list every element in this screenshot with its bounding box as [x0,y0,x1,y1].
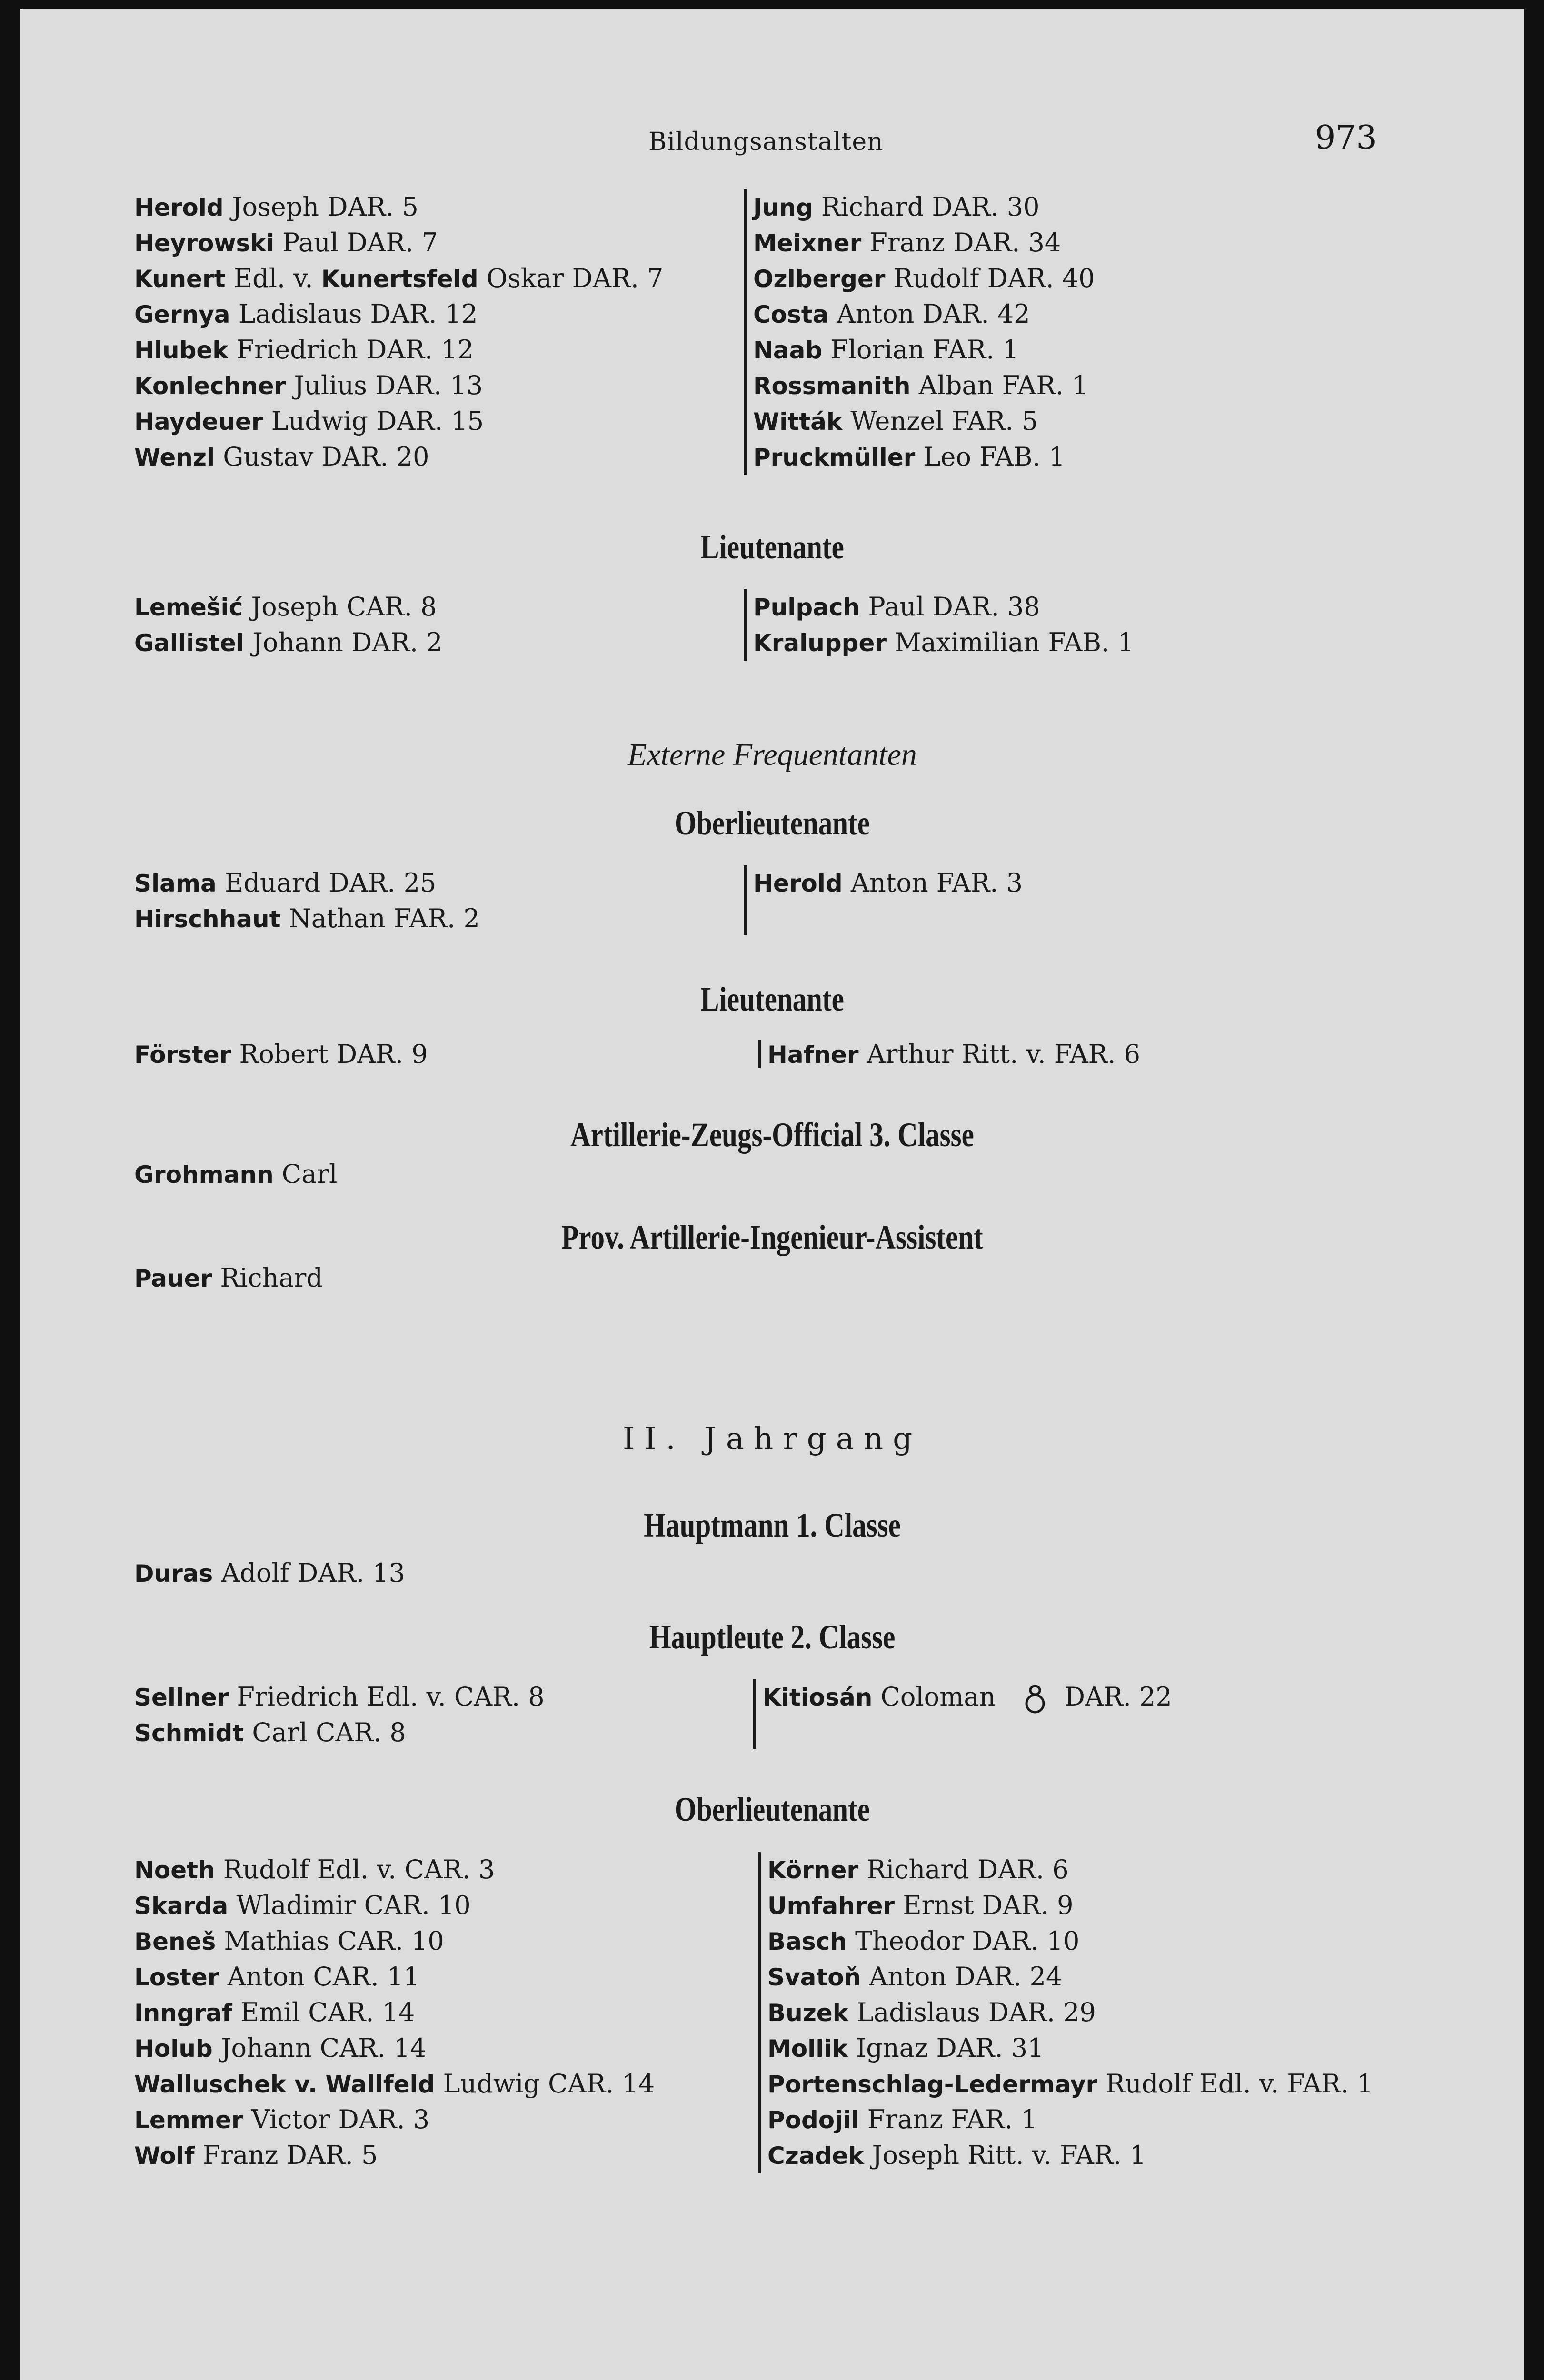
surname: Loster [134,1964,219,1991]
section-heading-lieutenante: Lieutenante [700,528,844,566]
surname: Czadek [767,2142,864,2170]
surname: Noeth [134,1856,215,1884]
list-item: Rossmanith Alban FAR. 1 [753,370,1088,400]
section-heading-oberlieutenante: Oberlieutenante [675,804,870,842]
oberlieutenante-left-column [134,1852,655,2173]
section-heading-hauptmann-1: Hauptmann 1. Classe [644,1506,901,1544]
section-heading-externe: Externe Frequentanten [628,737,917,772]
document-page [20,9,1524,2380]
surname: Kunert [134,265,226,293]
list-item: Kralupper Maximilian FAB. 1 [753,627,1134,657]
list-item: Naab Florian FAR. 1 [753,335,1019,365]
list-item: Herold Joseph DAR. 5 [134,192,418,222]
surname: Duras [134,1560,213,1587]
surname: Kunertsfeld [321,265,478,293]
lieutenante-left-column [134,589,443,661]
surname: Skarda [134,1892,229,1920]
list-item: Schmidt Carl CAR. 8 [134,1717,406,1747]
list-item: Konlechner Julius DAR. 13 [134,370,483,400]
list-item: Slama Eduard DAR. 25 [134,868,437,898]
surname: Costa [753,301,829,328]
section-heading-oberlieutenante: Oberlieutenante [675,1790,870,1828]
ingenieur-left-column [134,1260,323,1296]
list-item: Hirschhaut Nathan FAR. 2 [134,903,480,933]
list-item: Jung Richard DAR. 30 [753,192,1040,222]
section-heading-hauptleute-2: Hauptleute 2. Classe [649,1618,896,1656]
list-item: Ozlberger Rudolf DAR. 40 [753,263,1095,293]
surname: Slama [134,870,217,897]
surname: Beneš [134,1928,216,1955]
page-number: 973 [1315,119,1377,157]
list-item: Loster Anton CAR. 11 [134,1962,420,1992]
list-item: Podojil Franz FAR. 1 [767,2104,1037,2134]
running-header: Bildungsanstalten [648,128,884,156]
surname: Sellner [134,1684,229,1711]
list-item: Buzek Ladislaus DAR. 29 [767,1997,1096,2027]
surname: Jung [753,194,813,221]
list-item: Holub Johann CAR. 14 [134,2033,427,2063]
surname: Portenschlag-Ledermayr [767,2071,1098,2098]
zeugs-left-column [134,1157,337,1192]
section-heading-jahrgang: II. Jahrgang [622,1421,922,1457]
section-heading-lieutenante: Lieutenante [700,980,844,1018]
surname: Gernya [134,301,230,328]
surname: Pruckmüller [753,444,916,471]
surname: Hlubek [134,337,229,364]
surname: Buzek [767,1999,848,2027]
list-item: Walluschek v. Wallfeld Ludwig CAR. 14 [134,2069,655,2099]
surname: Mollik [767,2035,848,2063]
surname: Kralupper [753,629,887,657]
surname: Hirschhaut [134,905,281,933]
surname: Gallistel [134,629,244,657]
surname: Inngraf [134,1999,232,2027]
list-item: Pruckmüller Leo FAB. 1 [753,442,1066,472]
list-item: Mollik Ignaz DAR. 31 [767,2033,1044,2063]
surname: Grohmann [134,1161,274,1189]
surname: Körner [767,1856,859,1884]
surname: Wolf [134,2142,195,2170]
externe-lieut-right-column [758,1040,1140,1068]
surname: Umfahrer [767,1892,895,1920]
list-item: Förster Robert DAR. 9 [134,1039,428,1069]
block1-right-column [744,189,1095,475]
surname: Schmidt [134,1719,244,1747]
oberlieutenante-right-column [758,1852,1373,2173]
list-item: Wenzl Gustav DAR. 20 [134,442,429,472]
list-item: Pulpach Paul DAR. 38 [753,592,1040,622]
surname: Heyrowski [134,229,274,257]
surname: Konlechner [134,372,286,400]
surname: Walluschek v. Wallfeld [134,2071,435,2098]
surname: Hafner [767,1041,859,1069]
surname: Svatoň [767,1964,861,1991]
list-item: Hlubek Friedrich DAR. 12 [134,335,474,365]
list-item: Pauer Richard [134,1263,323,1293]
surname: Naab [753,337,823,364]
hauptleute2-left-column [134,1679,545,1751]
list-item: Witták Wenzel FAR. 5 [753,406,1038,436]
externe-right-column [744,865,1023,935]
list-item: Czadek Joseph Ritt. v. FAR. 1 [767,2140,1146,2170]
section-heading-zeugs-official: Artillerie-Zeugs-Official 3. Classe [570,1116,974,1154]
list-item: Lemešić Joseph CAR. 8 [134,592,437,622]
list-item: Duras Adolf DAR. 13 [134,1558,405,1588]
surname: Podojil [767,2106,859,2134]
list-item: Costa Anton DAR. 42 [753,299,1030,329]
surname: Ozlberger [753,265,886,293]
list-item: Basch Theodor DAR. 10 [767,1926,1080,1956]
list-item: Kitiosán Coloman DAR. 22 [763,1679,1172,1715]
surname: Witták [753,408,843,436]
list-item: Haydeuer Ludwig DAR. 15 [134,406,484,436]
list-item: Svatoň Anton DAR. 24 [767,1962,1063,1992]
list-item: Hafner Arthur Ritt. v. FAR. 6 [767,1039,1140,1069]
list-item: Gallistel Johann DAR. 2 [134,627,443,657]
block1-left-column [134,189,663,475]
surname: Holub [134,2035,213,2063]
externe-lieut-left-column [134,1037,428,1072]
list-item: Portenschlag-Ledermayr Rudolf Edl. v. FAR. 1 [767,2069,1374,2099]
ring-icon [1023,1684,1047,1714]
list-item: Lemmer Victor DAR. 3 [134,2104,430,2134]
lieutenante-right-column [744,589,1134,661]
surname: Wenzl [134,444,215,471]
surname: Kitiosán [763,1684,873,1711]
surname: Haydeuer [134,408,263,436]
list-item: Herold Anton FAR. 3 [753,868,1023,898]
list-item: Körner Richard DAR. 6 [767,1854,1069,1884]
surname: Rossmanith [753,372,911,400]
surname: Lemmer [134,2106,243,2134]
list-item: Heyrowski Paul DAR. 7 [134,228,438,258]
surname: Herold [134,194,224,221]
list-item: Beneš Mathias CAR. 10 [134,1926,444,1956]
list-item: Kunert Edl. v. Kunertsfeld Oskar DAR. 7 [134,263,664,293]
list-item: Grohmann Carl [134,1159,338,1189]
list-item: Meixner Franz DAR. 34 [753,228,1061,258]
externe-left-column [134,865,480,937]
list-item: Gernya Ladislaus DAR. 12 [134,299,478,329]
list-item: Sellner Friedrich Edl. v. CAR. 8 [134,1682,545,1712]
surname: Lemešić [134,594,243,621]
surname: Herold [753,870,843,897]
list-item: Wolf Franz DAR. 5 [134,2140,378,2170]
list-item: Noeth Rudolf Edl. v. CAR. 3 [134,1854,495,1884]
list-item: Inngraf Emil CAR. 14 [134,1997,415,2027]
surname: Pauer [134,1265,212,1292]
surname: Meixner [753,229,862,257]
list-item: Skarda Wladimir CAR. 10 [134,1890,471,1920]
hauptmann1-left-column [134,1556,405,1591]
section-heading-ingenieur-assistent: Prov. Artillerie-Ingenieur-Assistent [561,1218,983,1256]
hauptleute2-right-column [753,1679,1172,1749]
surname: Pulpach [753,594,860,621]
list-item: Umfahrer Ernst DAR. 9 [767,1890,1074,1920]
surname: Basch [767,1928,847,1955]
surname: Förster [134,1041,231,1069]
